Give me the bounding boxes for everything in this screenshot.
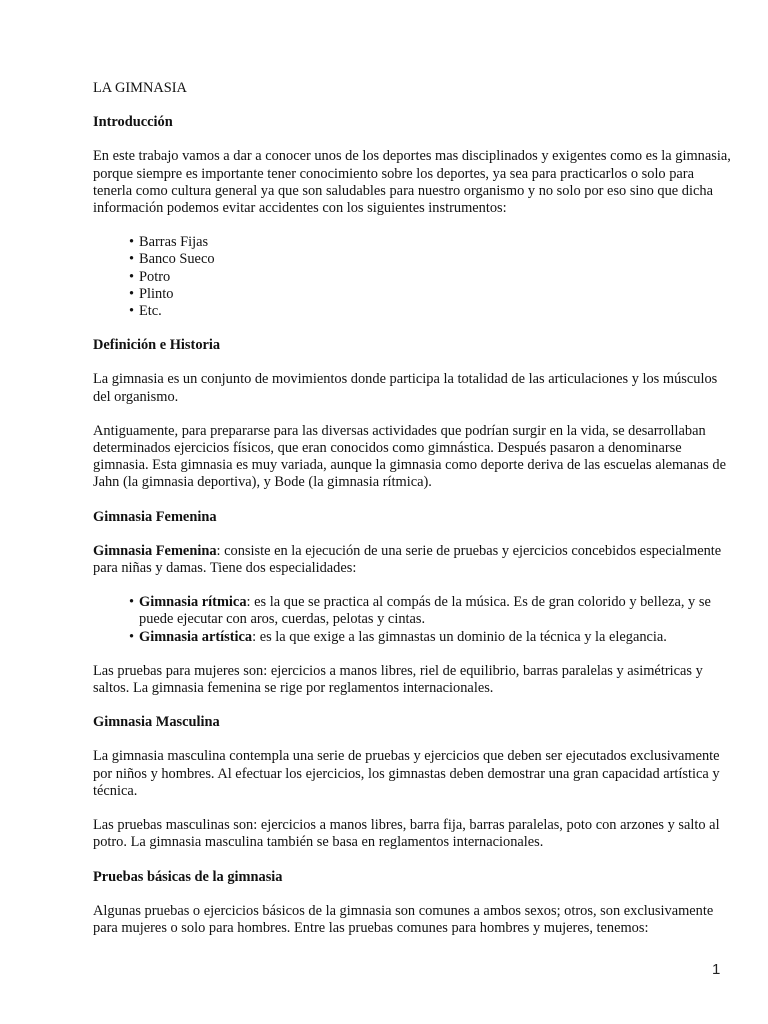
paragraph-intro: En este trabajo vamos a dar a conocer unos de los deportes mas disciplinados y exigentes como es la gimnasia, porque siempre es importante tener conocimiento sobre los deportes, ya sea para practicarlos o solo para tenerla como cultura general ya que son saludables para nuestro organismo y no solo por eso sino que dicha información podemos evitar accidentes con los siguientes instrumentos: [93,148,731,217]
document-title: LA GIMNASIA [93,80,187,96]
page-number: 1 [712,961,721,978]
femenina-lead-term: Gimnasia Femenina [93,542,217,559]
list-item: • Barras Fijas [129,234,209,251]
bullet-icon: • [129,628,135,645]
heading-femenina: Gimnasia Femenina [93,508,217,525]
list-item: • Plinto [129,285,174,302]
paragraph-definicion-2: Antiguamente, para prepararse para las diversas actividades que podrían surgir en la vida, se desarrollaban determinados ejercicios físicos, que eran conocidos como gimnástica. Después pasaron a denominarse gimnasia. Esta gimnasia es muy variada, aunque la gimnasia como deporte deriva de las escuelas alemanas de Jahn (la gimnasia deportiva), y Bode (la gimnasia rítmica). [93,422,726,491]
bullet-icon: • [129,234,135,251]
heading-definicion: Definición e Historia [93,337,221,354]
heading-masculina: Gimnasia Masculina [93,714,220,731]
especialidades-list [93,594,733,646]
bullet-icon: • [129,251,135,268]
paragraph-masculina-2: Las pruebas masculinas son: ejercicios a manos libres, barra fija, barras paralelas, poto con arzones y salto al potro. La gimnasia masculina también se basa en reglamentos internacionales. [93,817,720,851]
list-item: • Banco Sueco [129,251,215,268]
paragraph-definicion-1: La gimnasia es un conjunto de movimientos donde participa la totalidad de las articulaciones y los músculos del organismo. [93,371,718,405]
bullet-icon: • [129,268,135,285]
paragraph-femenina-pruebas: Las pruebas para mujeres son: ejercicios a manos libres, riel de equilibrio, barras paralelas y asimétricas y saltos. La gimnasia femenina se rige por reglamentos internacionales. [93,662,703,697]
bullet-icon: • [129,285,135,302]
instrument-list [93,234,733,320]
heading-pruebas-basicas: Pruebas básicas de la gimnasia [93,868,283,885]
paragraph-basicas-1: Algunas pruebas o ejercicios básicos de la gimnasia son comunes a ambos sexos; otros, son exclusivamente para mujeres o solo para hombres. Entre las pruebas comunes para hombres y mujeres, tenemos: [93,902,714,936]
list-item: • Etc. [129,303,162,320]
list-item: • Gimnasia artística: es la que exige a las gimnastas un dominio de la técnica y la elegancia. [129,628,667,645]
list-item: • Gimnasia rítmica: es la que se practica al compás de la música. Es de gran colorido y belleza, y se puede ejecutar con aros, cuerdas, pelotas y cintas. [129,594,711,628]
especialidad-term: Gimnasia artística [139,628,253,645]
heading-introduccion: Introducción [93,114,173,131]
especialidad-term: Gimnasia rítmica [139,594,247,611]
paragraph-femenina-lead: Gimnasia Femenina: consiste en la ejecución de una serie de pruebas y ejercicios concebidos especialmente para niñas y damas. Tiene dos especialidades: [93,542,722,577]
bullet-icon: • [129,303,135,320]
list-item: • Potro [129,268,171,285]
paragraph-masculina-1: La gimnasia masculina contempla una serie de pruebas y ejercicios que deben ser ejecutados exclusivamente por niños y hombres. Al efectuar los ejercicios, los gimnastas deben demostrar una gran capacidad artística y técnica. [93,748,720,799]
bullet-icon: • [129,594,135,611]
document-page [93,80,733,954]
